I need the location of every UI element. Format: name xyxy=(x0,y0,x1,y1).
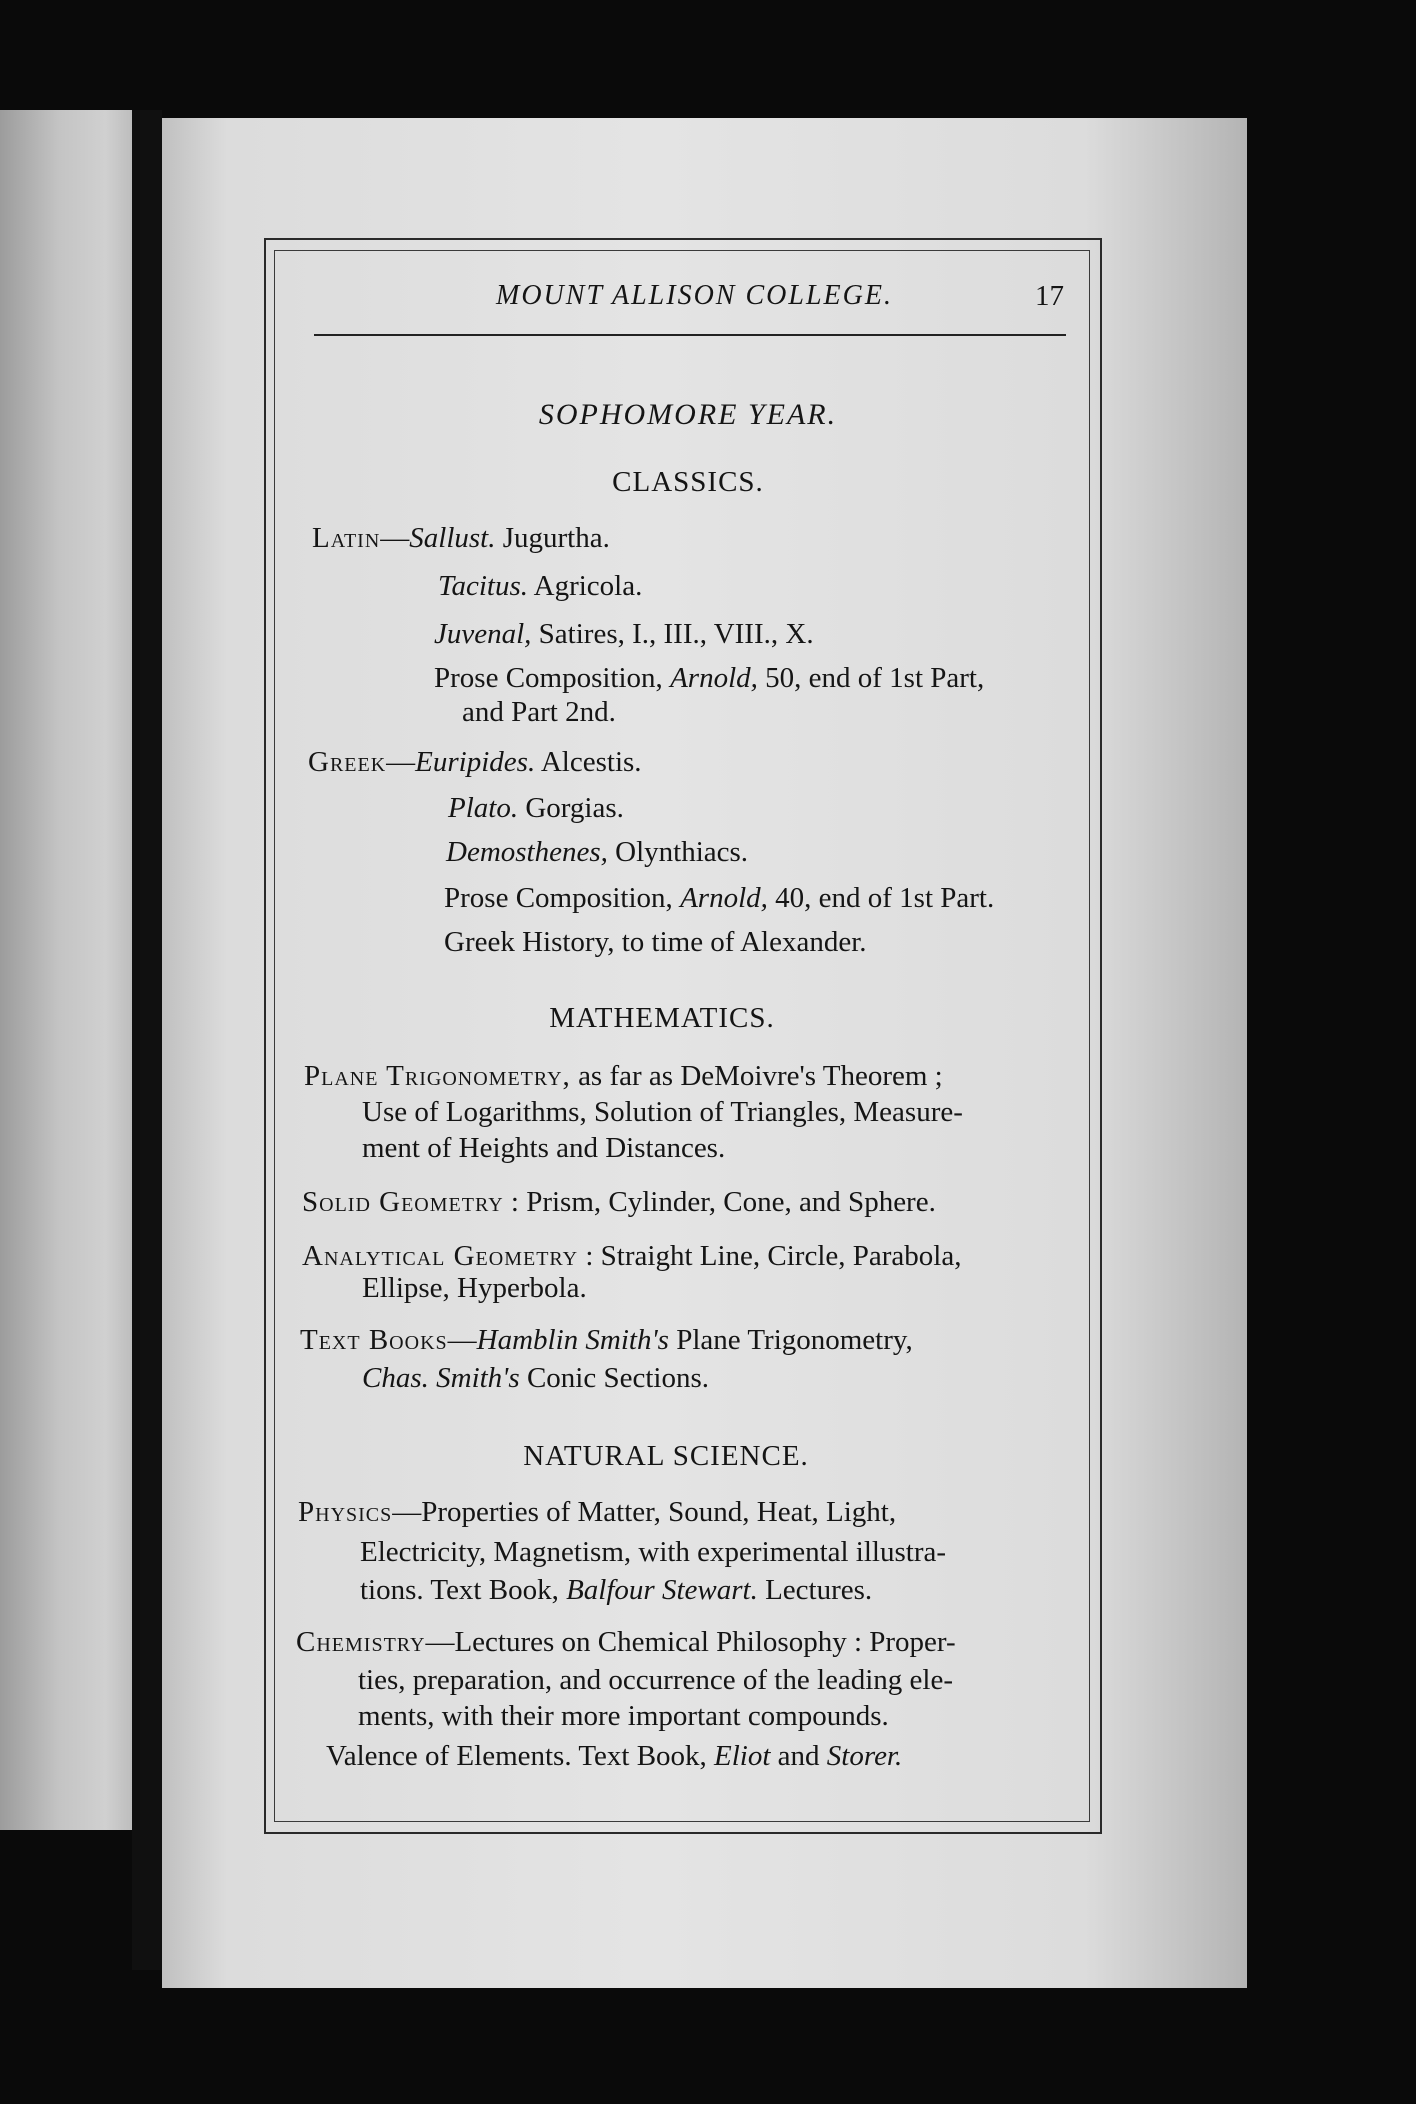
physics-line-3 xyxy=(360,1572,872,1608)
natural-science-heading: NATURAL SCIENCE. xyxy=(523,1440,809,1472)
textbooks-work-2: Conic Sections. xyxy=(519,1362,709,1394)
greek-line-5: Greek History, to time of Alexander. xyxy=(444,926,867,958)
physics-line-1: Properties of Matter, Sound, Heat, Light, xyxy=(421,1496,897,1528)
facing-page-edge xyxy=(0,110,132,1830)
chemistry-line-3: ments, with their more important compounds. xyxy=(358,1700,889,1732)
trig-label: Plane Trigonometry, xyxy=(304,1060,571,1092)
analytical-geometry-line-2: Ellipse, Hyperbola. xyxy=(362,1272,587,1304)
chemistry-line-4-mid: and xyxy=(770,1740,827,1772)
textbooks-author-1: Hamblin Smith's xyxy=(476,1324,669,1356)
textbooks-dash: — xyxy=(447,1324,477,1356)
solid-geometry-label: Solid Geometry xyxy=(302,1186,504,1218)
textbooks-author-2: Chas. Smith's xyxy=(362,1362,520,1394)
chemistry-dash: — xyxy=(425,1626,455,1658)
textbooks-line-2 xyxy=(362,1360,709,1396)
greek-work-3: Olynthiacs. xyxy=(607,836,749,868)
page-header xyxy=(312,280,1064,322)
analytical-geometry-entry xyxy=(302,1238,961,1274)
chemistry-textbook-author-2: Storer. xyxy=(826,1740,903,1772)
latin-work-1: Jugurtha. xyxy=(495,522,610,554)
physics-textbook-author: Balfour Stewart. xyxy=(566,1574,758,1606)
physics-line-3-pre: tions. Text Book, xyxy=(360,1574,567,1606)
chemistry-textbook-author-1: Eliot xyxy=(714,1740,771,1772)
chemistry-line-1: Lectures on Chemical Philosophy : Proper- xyxy=(454,1626,956,1658)
latin-label: Latin xyxy=(312,522,381,554)
solid-geometry-text: : Prism, Cylinder, Cone, and Sphere. xyxy=(503,1186,936,1218)
analytical-geometry-line-1: : Straight Line, Circle, Parabola, xyxy=(578,1240,962,1272)
header-rule xyxy=(314,334,1066,336)
latin-work-2: Agricola. xyxy=(528,570,643,602)
physics-entry xyxy=(298,1494,896,1530)
latin-line-4 xyxy=(434,660,984,696)
physics-line-3-post: Lectures. xyxy=(757,1574,873,1606)
latin-author-2: Tacitus. xyxy=(438,570,528,602)
latin-entry xyxy=(312,520,610,556)
greek-label: Greek xyxy=(308,746,387,778)
greek-entry xyxy=(308,744,642,780)
physics-label: Physics xyxy=(298,1496,393,1528)
latin-author-1: Sallust. xyxy=(409,522,496,554)
greek-dash: — xyxy=(386,746,416,778)
latin-work-3: Satires, I., III., VIII., X. xyxy=(531,618,814,650)
textbooks-entry xyxy=(300,1322,913,1358)
latin-author-3: Juvenal, xyxy=(434,618,532,650)
latin-line-5: and Part 2nd. xyxy=(462,696,616,728)
physics-line-2: Electricity, Magnetism, with experimental illustra- xyxy=(360,1536,947,1568)
latin-line-2 xyxy=(438,568,642,604)
mathematics-heading: MATHEMATICS. xyxy=(549,1002,775,1034)
greek-author-1: Euripides. xyxy=(415,746,536,778)
greek-work-2: Gorgias. xyxy=(518,792,624,824)
greek-author-3: Demosthenes, xyxy=(446,836,608,868)
trig-line-3: ment of Heights and Distances. xyxy=(362,1132,726,1164)
latin-prose-pre: Prose Composition, xyxy=(434,662,671,694)
textbooks-work-1: Plane Trigonometry, xyxy=(668,1324,913,1356)
latin-line-3 xyxy=(434,616,814,652)
chemistry-line-4-pre: Valence of Elements. Text Book, xyxy=(326,1740,715,1772)
trig-line-2: Use of Logarithms, Solution of Triangles, Measure- xyxy=(362,1096,963,1128)
greek-work-1: Alcestis. xyxy=(535,746,642,778)
chemistry-entry xyxy=(296,1624,956,1660)
trig-entry xyxy=(304,1058,943,1094)
latin-dash: — xyxy=(380,522,410,554)
analytical-geometry-label: Analytical Geometry xyxy=(302,1240,579,1272)
greek-line-4 xyxy=(444,880,994,916)
year-title: SOPHOMORE YEAR. xyxy=(538,398,838,431)
greek-prose-text: 40, end of 1st Part. xyxy=(767,882,995,914)
chemistry-line-4 xyxy=(326,1738,902,1774)
latin-prose-text: 50, end of 1st Part, xyxy=(757,662,985,694)
greek-line-2 xyxy=(448,790,624,826)
chemistry-line-2: ties, preparation, and occurrence of the leading ele- xyxy=(358,1664,954,1696)
greek-line-3 xyxy=(446,834,748,870)
trig-line-1: as far as DeMoivre's Theorem ; xyxy=(570,1060,943,1092)
solid-geometry-entry xyxy=(302,1184,936,1220)
greek-prose-pre: Prose Composition, xyxy=(444,882,681,914)
classics-heading: CLASSICS. xyxy=(612,466,764,498)
textbooks-label: Text Books xyxy=(300,1324,448,1356)
page-number: 17 xyxy=(1035,280,1064,312)
running-title: MOUNT ALLISON COLLEGE. xyxy=(496,280,893,311)
greek-prose-author: Arnold, xyxy=(680,882,768,914)
physics-dash: — xyxy=(392,1496,422,1528)
book-gutter xyxy=(132,110,162,1970)
chemistry-label: Chemistry xyxy=(296,1626,426,1658)
greek-author-2: Plato. xyxy=(448,792,519,824)
latin-prose-author: Arnold, xyxy=(670,662,758,694)
